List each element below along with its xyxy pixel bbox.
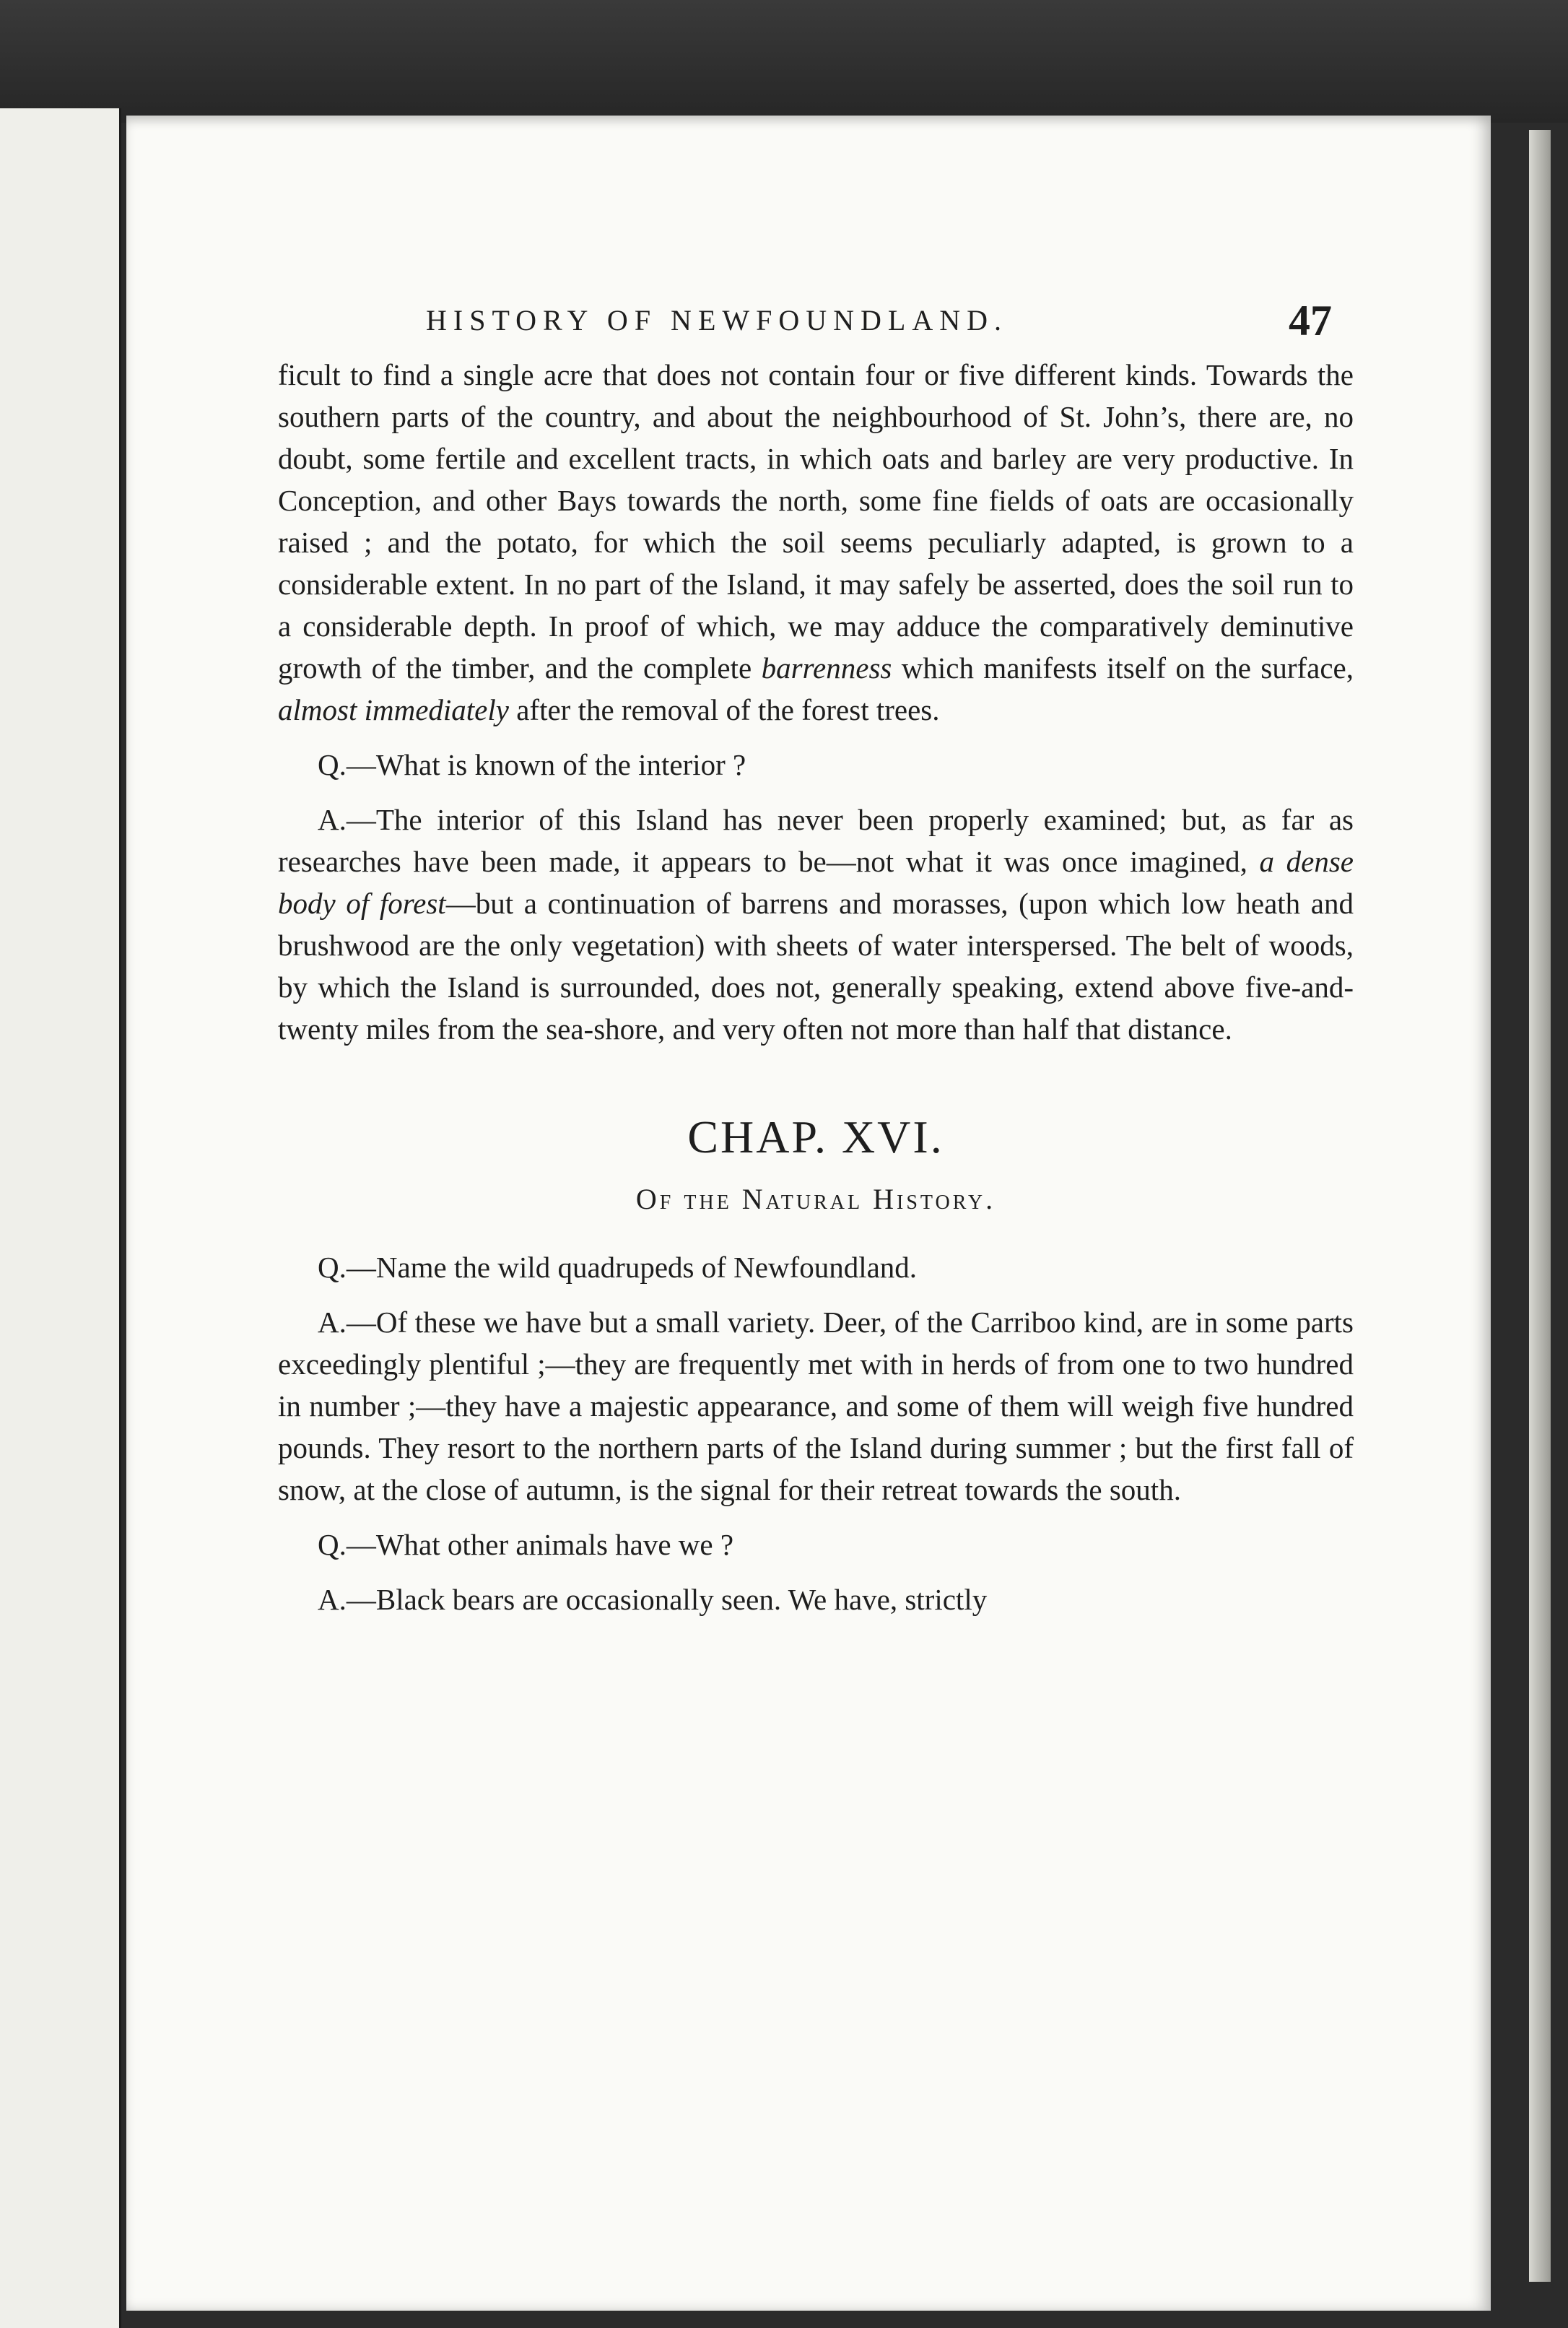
answer-quadrupeds: A.—Of these we have but a small variety. Deer, of the Carriboo kind, are in some parts exceedingly plentiful ;—they are frequently met with in herds of from one to two hundred in number ;—they have a majestic appearance, and some of them will weigh five hundred pounds. They resort to the northern parts of the Island during summer ; but the first fall of snow, at the close of autumn, is the signal for their retreat towards the south.	[278, 1306, 1354, 1506]
body-text	[278, 354, 1354, 1620]
question-other-animals: Q.—What other animals have we ?	[318, 1528, 734, 1561]
italic-dense-forest: a dense body of forest	[278, 845, 1354, 920]
chapter-heading: CHAP. XVI.	[687, 1111, 944, 1163]
answer-interior	[278, 799, 1354, 1050]
answer-interior-text-1: A.—The interior of this Island has never been properly examined; but, as far as researches have been made, it appears to be—not what it was once imagined,	[278, 803, 1354, 878]
page-number: 47	[1289, 297, 1332, 344]
paragraph-soil	[278, 354, 1354, 731]
paragraph-soil-text-2: which manifests itself on the surface,	[892, 651, 1354, 685]
answer-interior-text-2: —but a continuation of barrens and morasses, (upon which low heath and brushwood are the only vegetation) with sheets of water interspersed. The belt of woods, by which the Island is surrounded, does not, generally speaking, extend above five-and-twenty miles from the sea-shore, and very often not more than half that distance.	[278, 887, 1354, 1046]
previous-page-edge	[0, 108, 121, 2328]
running-title: HISTORY OF NEWFOUNDLAND.	[426, 304, 1009, 336]
paragraph-soil-text-3: after the removal of the forest trees.	[508, 693, 940, 726]
page-content	[278, 296, 1354, 1620]
running-head	[278, 296, 1354, 354]
paragraph-soil-text-1: ficult to find a single acre that does not contain four or five different kinds. Towards the southern parts of the country, and about the neighbourhood of St. John’s, there are, no doubt, some fertile and excellent tracts, in which oats and barley are very productive. In Conception, and other Bays towards the north, some fine fields of oats are occasionally raised ; and the potato, for which the soil seems peculiarly adapted, is grown to a considerable extent. In no part of the Island, it may safely be asserted, does the soil run to a considerable depth. In proof of which, we may adduce the comparatively deminutive growth of the timber, and the complete	[278, 358, 1354, 685]
italic-barrenness: barrenness	[761, 651, 892, 685]
answer-other-animals: A.—Black bears are occasionally seen. We have, strictly	[318, 1583, 988, 1616]
scan-background	[0, 0, 1568, 123]
question-quadrupeds: Q.—Name the wild quadrupeds of Newfoundland.	[318, 1251, 918, 1284]
italic-almost-immediately: almost immediately	[278, 693, 509, 726]
chapter-subheading: Of the Natural History.	[635, 1183, 996, 1215]
page-gutter-shadow	[1529, 130, 1551, 2282]
question-interior: Q.—What is known of the interior ?	[318, 748, 746, 781]
